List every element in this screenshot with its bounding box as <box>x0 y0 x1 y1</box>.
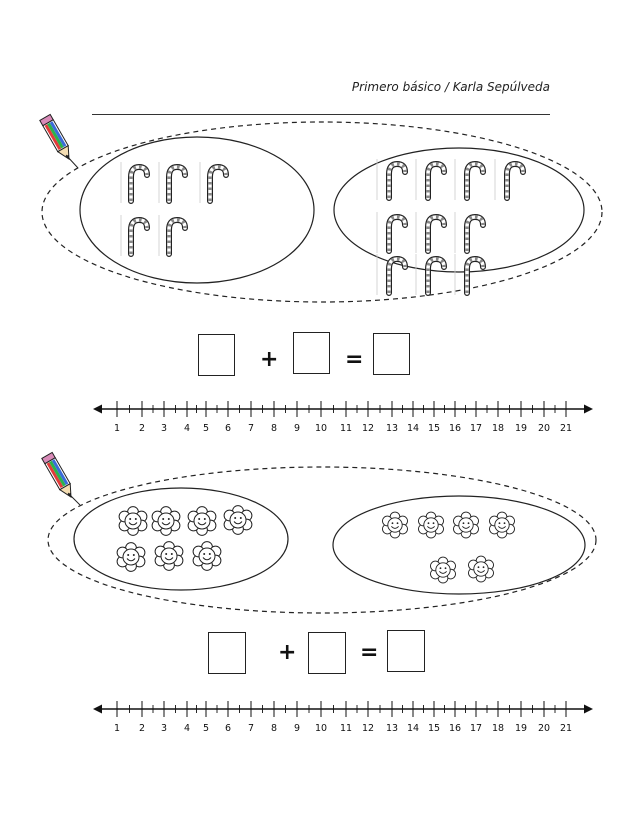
plus-sign: + <box>260 347 279 372</box>
number-line-label: 18 <box>491 423 505 434</box>
candy-cane-icon <box>131 167 147 201</box>
answer-box-addend-1[interactable] <box>208 632 246 674</box>
left-set-ellipse-1 <box>80 137 314 283</box>
candy-cane-icon <box>169 167 185 201</box>
number-line-label: 15 <box>427 723 441 734</box>
right-group-canes <box>377 159 523 295</box>
number-line-label: 13 <box>385 723 399 734</box>
number-line-label: 14 <box>406 423 420 434</box>
left-group-flowers <box>117 506 252 572</box>
right-group-flowers <box>382 512 514 583</box>
smiley-flower-icon <box>468 556 493 582</box>
number-line-label: 9 <box>293 423 301 434</box>
smiley-flower-icon <box>430 557 455 583</box>
outer-set-ellipse-2 <box>48 467 596 613</box>
right-set-ellipse-2 <box>333 496 585 594</box>
candy-cane-icon <box>428 164 444 198</box>
number-line-label: 9 <box>293 723 301 734</box>
candy-cane-icon <box>389 164 405 198</box>
worksheet-header: Primero básico / Karla Sepúlveda <box>351 80 550 94</box>
number-line-label: 17 <box>469 723 483 734</box>
smiley-flower-icon <box>152 507 180 536</box>
number-line-label: 14 <box>406 723 420 734</box>
smiley-flower-icon <box>453 512 478 538</box>
number-line-label: 19 <box>514 723 528 734</box>
number-line-label: 7 <box>247 423 255 434</box>
number-line-label: 5 <box>202 723 210 734</box>
answer-box-addend-1[interactable] <box>198 334 235 376</box>
number-line-label: 5 <box>202 423 210 434</box>
number-line-2 <box>93 701 593 734</box>
number-line-label: 19 <box>514 423 528 434</box>
answer-box-sum[interactable] <box>387 630 425 672</box>
candy-cane-icon <box>507 164 523 198</box>
smiley-flower-icon <box>418 512 443 538</box>
number-line-label: 3 <box>160 723 168 734</box>
number-line-label: 8 <box>270 723 278 734</box>
arrow-right-icon <box>584 705 593 714</box>
number-line-label: 12 <box>361 723 375 734</box>
candy-cane-icon <box>467 217 483 251</box>
number-line-label: 7 <box>247 723 255 734</box>
answer-box-sum[interactable] <box>373 333 410 375</box>
number-line-label: 21 <box>559 723 573 734</box>
smiley-flower-icon <box>188 507 216 536</box>
arrow-left-icon <box>93 405 102 414</box>
answer-box-addend-2[interactable] <box>308 632 346 674</box>
number-line-1 <box>93 401 593 434</box>
number-line-label: 2 <box>138 723 146 734</box>
number-line-label: 3 <box>160 423 168 434</box>
pencil-icon <box>40 114 74 162</box>
number-line-label: 13 <box>385 423 399 434</box>
right-set-ellipse-1 <box>334 148 584 272</box>
left-set-ellipse-2 <box>74 488 288 590</box>
candy-cane-icon <box>428 217 444 251</box>
candy-cane-icon <box>428 259 444 293</box>
candy-cane-icon <box>169 220 185 254</box>
candy-cane-icon <box>389 217 405 251</box>
equals-sign: = <box>360 640 379 665</box>
smiley-flower-icon <box>119 507 147 536</box>
candy-cane-icon <box>210 167 226 201</box>
number-line-label: 6 <box>224 723 232 734</box>
answer-box-addend-2[interactable] <box>293 332 330 374</box>
number-line-label: 18 <box>491 723 505 734</box>
number-line-label: 10 <box>314 723 328 734</box>
number-line-label: 10 <box>314 423 328 434</box>
number-line-label: 6 <box>224 423 232 434</box>
candy-cane-icon <box>131 220 147 254</box>
smiley-flower-icon <box>382 512 407 538</box>
smiley-flower-icon <box>193 542 221 571</box>
pencil-icon <box>42 452 76 500</box>
number-line-label: 12 <box>361 423 375 434</box>
smiley-flower-icon <box>117 543 145 572</box>
plus-sign: + <box>278 640 297 665</box>
number-line-label: 21 <box>559 423 573 434</box>
smiley-flower-icon <box>489 512 514 538</box>
left-group-canes <box>121 162 226 256</box>
number-line-label: 1 <box>113 423 121 434</box>
number-line-label: 15 <box>427 423 441 434</box>
candy-cane-icon <box>467 164 483 198</box>
number-line-label: 2 <box>138 423 146 434</box>
number-line-label: 20 <box>537 723 551 734</box>
number-line-label: 4 <box>183 423 191 434</box>
number-line-label: 4 <box>183 723 191 734</box>
number-line-label: 16 <box>448 723 462 734</box>
number-line-label: 17 <box>469 423 483 434</box>
smiley-flower-icon <box>224 506 252 535</box>
arrow-right-icon <box>584 405 593 414</box>
arrow-left-icon <box>93 705 102 714</box>
smiley-flower-icon <box>155 542 183 571</box>
number-line-label: 16 <box>448 423 462 434</box>
outer-set-ellipse-1 <box>42 122 602 302</box>
number-line-label: 20 <box>537 423 551 434</box>
number-line-label: 1 <box>113 723 121 734</box>
number-line-label: 8 <box>270 423 278 434</box>
number-line-label: 11 <box>339 423 353 434</box>
number-line-label: 11 <box>339 723 353 734</box>
equals-sign: = <box>345 347 364 372</box>
